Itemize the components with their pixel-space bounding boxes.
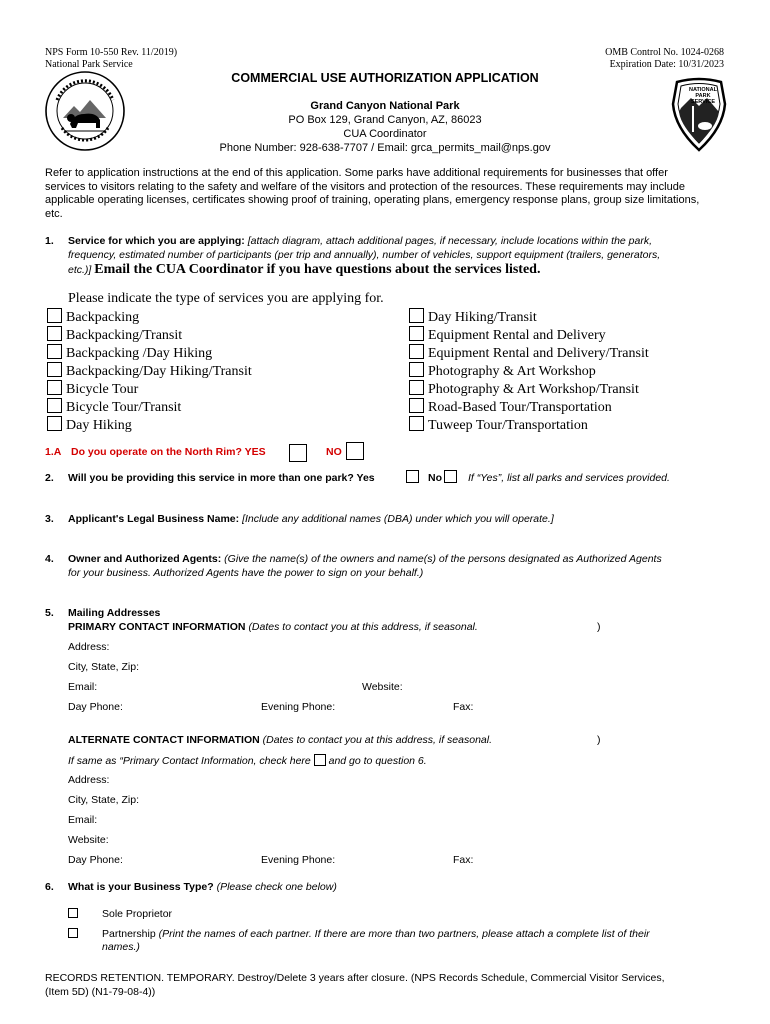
intro-paragraph: [45, 167, 699, 221]
service-checkbox[interactable]: [409, 362, 424, 377]
q1-number: 1.: [45, 235, 54, 247]
service-option[interactable]: [409, 416, 588, 435]
q3-number: 3.: [45, 513, 54, 525]
alternate-address-label: Address:: [68, 774, 110, 786]
q6-number: 6.: [45, 881, 54, 893]
expiration-date: Expiration Date: 10/31/2023: [609, 59, 724, 70]
service-option[interactable]: [47, 362, 252, 381]
primary-website-label: Website:: [362, 681, 403, 693]
q2-question: Will you be providing this service in more than one park? Yes: [68, 472, 375, 484]
service-checkbox[interactable]: [47, 362, 62, 377]
page-title: COMMERCIAL USE AUTHORIZATION APPLICATION: [231, 71, 539, 85]
q3-text: [68, 513, 554, 526]
partnership-note-line-2: names.): [102, 941, 140, 953]
q2-note: If “Yes”, list all parks and services provided.: [468, 472, 670, 484]
alternate-contact-heading: ALTERNATE CONTACT INFORMATION (Dates to contact you at this address, if seasonal.: [68, 734, 492, 746]
service-option[interactable]: [409, 398, 612, 417]
service-label: Tuweep Tour/Transportation: [428, 418, 588, 433]
intro-line: services to visitors relating to the safety and welfare of the visitors and protection of the resources. These requirements may include: [45, 180, 685, 193]
alternate-email-label: Email:: [68, 814, 98, 826]
same-as-primary-text: If same as “Primary Contact Information, check here and go to question 6.: [68, 755, 427, 767]
alternate-fax-label: Fax:: [453, 854, 474, 866]
service-label: Photography & Art Workshop/Transit: [428, 382, 639, 397]
service-checkbox[interactable]: [47, 344, 62, 359]
intro-line: Refer to application instructions at the end of this application. Some parks have additional requirements for businesses that offer: [45, 167, 668, 179]
q1a-question: Do you operate on the North Rim? YES: [71, 446, 266, 458]
primary-fax-label: Fax:: [453, 701, 474, 713]
alternate-note-close: ): [597, 734, 601, 746]
service-checkbox[interactable]: [47, 308, 62, 323]
multi-park-yes-checkbox[interactable]: [406, 470, 419, 483]
q1-note-line-3: etc.)] Email the CUA Coordinator if you have questions about the services listed.: [68, 262, 541, 277]
service-label: Road-Based Tour/Transportation: [428, 400, 612, 415]
coordinator-title: CUA Coordinator: [343, 128, 427, 140]
service-option[interactable]: [47, 398, 181, 417]
service-checkbox[interactable]: [47, 398, 62, 413]
q5-number: 5.: [45, 607, 54, 619]
nps-logo-line-1: NATIONAL: [688, 87, 718, 93]
nps-logo-line-2: PARK: [695, 93, 711, 99]
omb-control-number: OMB Control No. 1024-0268: [605, 47, 724, 58]
service-checkbox[interactable]: [409, 308, 424, 323]
q5-label: Mailing Addresses: [68, 607, 161, 619]
service-checkbox[interactable]: [409, 344, 424, 359]
north-rim-no-checkbox[interactable]: [346, 442, 364, 460]
partnership-checkbox[interactable]: [68, 928, 78, 938]
records-retention-line-1: RECORDS RETENTION. TEMPORARY. Destroy/Delete 3 years after closure. (NPS Records Schedule, Commercial Visitor Services,: [45, 972, 665, 984]
north-rim-yes-checkbox[interactable]: [289, 444, 307, 462]
primary-email-label: Email:: [68, 681, 98, 693]
service-checkbox[interactable]: [409, 380, 424, 395]
alternate-city-label: City, State, Zip:: [68, 794, 139, 806]
q6-text: [68, 881, 337, 894]
service-label: Day Hiking: [66, 418, 132, 433]
service-option[interactable]: [47, 344, 212, 363]
q1-note: [attach diagram, attach additional pages, if necessary, include locations within the park,: [247, 235, 653, 247]
q2-number: 2.: [45, 472, 54, 484]
partnership-label: Partnership: [102, 928, 156, 940]
service-option[interactable]: [409, 344, 649, 363]
service-label: Backpacking /Day Hiking: [66, 346, 213, 361]
q3-note: [Include any additional names (DBA) under which you will operate.]: [242, 513, 554, 525]
q4-note: (Give the name(s) of the owners and name(s) of the persons designated as Authorized Agents: [224, 553, 662, 565]
q4-note-line-2: for your business. Authorized Agents have the power to sign on your behalf.): [68, 567, 424, 579]
service-option[interactable]: [47, 380, 138, 399]
primary-evening-phone-label: Evening Phone:: [261, 701, 336, 713]
park-name: Grand Canyon National Park: [310, 100, 460, 112]
service-checkbox[interactable]: [47, 326, 62, 341]
service-label: Backpacking/Transit: [66, 328, 183, 343]
service-label: Bicycle Tour: [66, 382, 139, 397]
q6-label: What is your Business Type?: [68, 881, 214, 893]
nps-logo-line-3: SERVICE: [690, 99, 716, 105]
q4-number: 4.: [45, 553, 54, 565]
form-number: NPS Form 10-550 Rev. 11/2019): [45, 47, 178, 58]
service-label: Backpacking/Day Hiking/Transit: [66, 364, 252, 379]
alternate-website-label: Website:: [68, 834, 109, 846]
service-option[interactable]: [47, 308, 139, 327]
sole-proprietor-label: Sole Proprietor: [102, 908, 173, 920]
service-label: Equipment Rental and Delivery: [428, 328, 606, 343]
service-label: Backpacking: [66, 310, 140, 325]
q4-text: [68, 553, 662, 566]
primary-city-label: City, State, Zip:: [68, 661, 139, 673]
q1-label: Service for which you are applying:: [68, 235, 245, 247]
primary-note-close: ): [597, 621, 601, 633]
partnership-note: (Print the names of each partner. If there are more than two partners, please attach a complete list of their: [158, 928, 650, 940]
records-retention-line-2: (Item 5D) (N1-79-08-4)): [45, 986, 156, 998]
primary-day-phone-label: Day Phone:: [68, 701, 123, 713]
service-option[interactable]: [409, 380, 639, 399]
park-address: PO Box 129, Grand Canyon, AZ, 86023: [288, 114, 482, 126]
service-label: Day Hiking/Transit: [428, 310, 537, 325]
alternate-day-phone-label: Day Phone:: [68, 854, 123, 866]
q4-label: Owner and Authorized Agents:: [68, 553, 222, 565]
service-checkbox[interactable]: [47, 380, 62, 395]
contact-info: Phone Number: 928-638-7707 / Email: grca_permits_mail@nps.gov: [219, 142, 551, 154]
intro-line: applicable operating licenses, certificates showing proof of training, operating plans, emergency response plans, group size limitations,: [45, 194, 700, 206]
service-label: Equipment Rental and Delivery/Transit: [428, 346, 649, 361]
q1a-number: 1.A: [45, 446, 62, 458]
service-label: Photography & Art Workshop: [428, 364, 596, 379]
service-option[interactable]: [47, 416, 132, 435]
q2-no-label: No: [428, 472, 442, 484]
q1-note-line-2: frequency, estimated number of participants (per trip and annually), number of vehicles, support equipment (trailers, generators,: [68, 249, 661, 261]
service-checkbox[interactable]: [409, 326, 424, 341]
same-as-primary-checkbox[interactable]: [314, 754, 326, 766]
multi-park-no-checkbox[interactable]: [444, 470, 457, 483]
service-option[interactable]: [409, 362, 596, 381]
q1-text: [68, 235, 652, 248]
alternate-evening-phone-label: Evening Phone:: [261, 854, 336, 866]
service-option[interactable]: [409, 308, 537, 327]
q1-email-note: Email the CUA Coordinator if you have questions about the services listed.: [94, 262, 541, 277]
q3-label: Applicant's Legal Business Name:: [68, 513, 240, 525]
service-label: Bicycle Tour/Transit: [66, 400, 182, 415]
service-option[interactable]: [47, 326, 182, 345]
service-checkbox[interactable]: [409, 416, 424, 431]
partnership-text: [102, 928, 650, 941]
service-option[interactable]: [409, 326, 606, 345]
intro-line: etc.: [45, 207, 63, 220]
q6-note: (Please check one below): [216, 881, 337, 893]
primary-contact-heading: PRIMARY CONTACT INFORMATION (Dates to contact you at this address, if seasonal.: [68, 621, 478, 633]
service-checkbox[interactable]: [409, 398, 424, 413]
services-prompt: Please indicate the type of services you are applying for.: [68, 291, 384, 306]
primary-address-label: Address:: [68, 641, 110, 653]
q1a-no-label: NO: [326, 446, 342, 458]
agency-name: National Park Service: [45, 59, 133, 70]
sole-proprietor-checkbox[interactable]: [68, 908, 78, 918]
service-checkbox[interactable]: [47, 416, 62, 431]
